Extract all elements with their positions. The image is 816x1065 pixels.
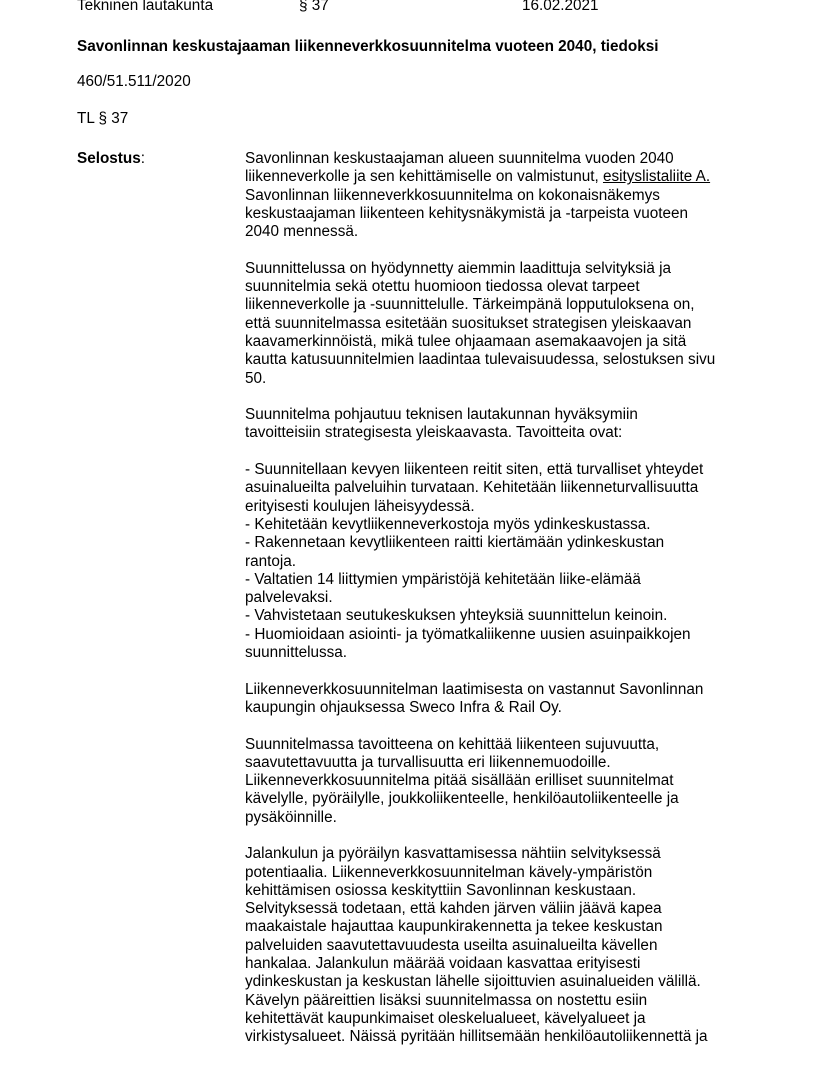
text-line: Suunnittelussa on hyödynnetty aiemmin laadittuja selvityksiä ja — [245, 259, 671, 277]
paragraph-goals-intro — [245, 406, 745, 443]
body-text — [245, 150, 745, 1065]
text-line: maakaistale hajauttaa kaupunkirakennetta ja tekee keskustan — [245, 918, 663, 936]
text-line: Kävelyn pääreittien lisäksi suunnitelmassa on nostettu esiin — [245, 991, 648, 1009]
text-line: palveluiden saavutettavuudesta useilta asuinalueilta kävellen — [245, 936, 658, 954]
paragraph-walking-cycling — [245, 845, 745, 1046]
text-line: Suunnitelmassa tavoitteena on kehittää liikenteen sujuvuutta, — [245, 735, 660, 753]
list-item: - Kehitetään kevytliikenneverkostoja myös ydinkeskustassa. — [245, 515, 651, 533]
list-item: - Valtatien 14 liittymien ympäristöjä kehitetään liike-elämää — [245, 570, 641, 588]
text-line: keskustaajaman liikenteen kehitysnäkymistä ja -tarpeista vuoteen — [245, 204, 688, 222]
attachment-link[interactable]: esityslistaliite A. — [602, 168, 711, 186]
document-title: Savonlinnan keskustajaaman liikenneverkkosuunnitelma vuoteen 2040, tiedoksi — [77, 38, 659, 55]
text-line: pysäköinnille. — [245, 808, 337, 826]
text-line: hankalaa. Jalankulun määrää voidaan kasvattaa erityisesti — [245, 955, 641, 973]
text-line: kautta katusuunnitelmien laadintaa tulevaisuudessa, selostuksen sivu — [245, 351, 716, 369]
text-line: Savonlinnan keskustaajaman alueen suunnitelma vuoden 2040 — [245, 150, 674, 167]
header-board-name: Tekninen lautakunta — [77, 0, 214, 14]
text-line: potentiaalia. Liikenneverkkosuunnitelman kävely-ympäristön — [245, 863, 653, 881]
section-label-text: Selostus — [77, 150, 141, 167]
reference-number: 460/51.511/2020 — [77, 73, 191, 90]
text-line: kävelylle, pyöräilylle, joukkoliikenteelle, henkilöautoliikenteelle ja — [245, 790, 679, 808]
text-line: ydinkeskustan ja keskustan lähelle sijoittuvien asuinalueiden välillä. — [245, 973, 701, 991]
header-paragraph-number: § 37 — [299, 0, 329, 14]
text-line: Selvityksessä todetaan, että kahden järven väliin jäävä kapea — [245, 900, 662, 918]
text-line: Liikenneverkkosuunnitelma pitää sisällään erilliset suunnitelmat — [245, 772, 674, 790]
text-line: liikenneverkolle ja -suunnittelulle. Tärkeimpänä lopputuloksena on, — [245, 296, 695, 314]
text-line: että suunnitelmassa esitetään suositukset strategisen yleiskaavan — [245, 314, 692, 332]
list-item: erityisesti koulujen läheisyydessä. — [245, 497, 475, 515]
list-item: asuinalueilta palveluihin turvataan. Kehitetään liikenneturvallisuutta — [245, 479, 699, 497]
list-item: - Vahvistetaan seutukeskuksen yhteyksiä suunnittelun keinoin. — [245, 607, 668, 625]
goals-list — [245, 461, 745, 662]
text-line: liikenneverkolle ja sen kehittämiselle on valmistunut, — [245, 168, 603, 186]
paragraph-author — [245, 681, 745, 718]
paragraph-objectives — [245, 736, 745, 827]
text-line: Suunnitelma pohjautuu teknisen lautakunnan hyväksymiin — [245, 406, 638, 424]
section-label — [77, 150, 145, 168]
document-header — [77, 0, 777, 17]
paragraph-planning — [245, 260, 745, 388]
text-line: kaupungin ohjauksessa Sweco Infra & Rail Oy. — [245, 698, 562, 716]
text-line: suunnitelmia sekä otettu huomioon tiedossa olevat tarpeet — [245, 278, 640, 296]
text-line: kaavamerkinnöistä, mikä tulee ohjaamaan asemakaavojen ja sitä — [245, 332, 687, 350]
header-date: 16.02.2021 — [522, 0, 599, 14]
text-line: virkistysalueet. Näissä pyritään hillitsemään henkilöautoliikennettä ja — [245, 1028, 708, 1046]
text-line: Liikenneverkkosuunnitelman laatimisesta on vastannut Savonlinnan — [245, 680, 704, 698]
list-item: - Suunnitellaan kevyen liikenteen reitit siten, että turvalliset yhteydet — [245, 461, 704, 479]
text-line: Savonlinnan liikenneverkkosuunnitelma on kokonaisnäkemys — [245, 186, 660, 204]
list-item: - Rakennetaan kevytliikenteen raitti kiertämään ydinkeskustan — [245, 534, 665, 552]
list-item: rantoja. — [245, 552, 297, 570]
list-item: suunnittelussa. — [245, 644, 348, 662]
text-line: tavoitteisiin strategisesta yleiskaavasta. Tavoitteita ovat: — [245, 424, 623, 442]
text-line: kehitettävät kaupunkimaiset oleskelualueet, kävelyalueet ja — [245, 1009, 646, 1027]
text-line: Jalankulun ja pyöräilyn kasvattamisessa nähtiin selvityksessä — [245, 845, 661, 863]
text-line-with-link — [245, 168, 745, 186]
text-line: kehittämisen osiossa keskityttiin Savonlinnan keskustaan. — [245, 881, 637, 899]
text-line: saavutettavuutta ja turvallisuutta eri liikennemuodoille. — [245, 753, 611, 771]
list-item: - Huomioidaan asiointi- ja työmatkaliikenne uusien asuinpaikkojen — [245, 625, 691, 643]
text-line: 2040 mennessä. — [245, 223, 359, 241]
paragraph-summary — [245, 150, 745, 241]
text-line: 50. — [245, 369, 267, 387]
section-label-colon: : — [140, 150, 146, 167]
section-reference: TL § 37 — [77, 110, 129, 127]
list-item: palvelevaksi. — [245, 589, 333, 607]
